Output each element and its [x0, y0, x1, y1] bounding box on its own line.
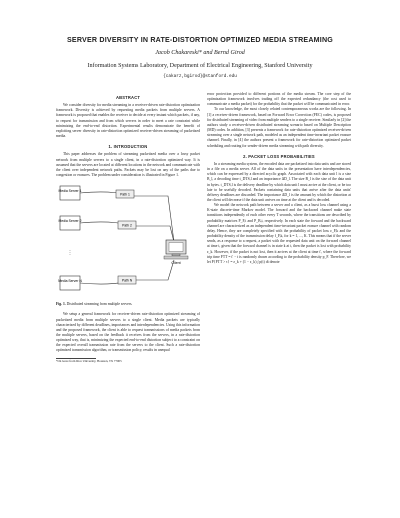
path-2-label: Path 2: [122, 223, 132, 228]
figure-caption-text: Distributed streaming from multiple servers.: [66, 302, 133, 307]
path-1-line: [80, 192, 174, 242]
packet-loss-heading: 2. PACKET LOSS PROBABILITIES: [243, 153, 315, 159]
figure-caption: [56, 302, 200, 307]
figure-caption-label: Fig. 1.: [56, 302, 66, 307]
media-server-n-label: Media Server N: [58, 279, 82, 284]
media-server-1-label: Media Server 1: [58, 189, 82, 194]
client-computer-icon: [164, 240, 188, 259]
client-label: Client: [171, 261, 181, 266]
intro-paragraph-1: This paper addresses the problem of streaming packetized media over a lossy packet network from multiple servers to a single client, in a rate-distortion optimized way. It is assumed that the servers are located at different locations in the network and communicate with the client over independent network paths. Packets may be lost on any of the paths due to congestion or erasures. The problem under consideration is illustrated in Figure 1.: [56, 152, 200, 178]
media-server-2: [59, 216, 82, 230]
right-column: [207, 92, 351, 265]
right-paragraph-3: In a streaming media system, the encoded data are packetized into data units and are stored in a file on a media server. All of the data units in the presentation have interdependencies, which can be expressed by a directed acyclic graph. Associated with each data unit l is a size B_l, a decoding time t_DTS,l and an importance ΔD_l. The size B_l is the size of the data unit in bytes. t_DTS,l is the delivery deadline by which data unit l must arrive at the client, or be too late to be usefully decoded. Packets containing data units that arrive after the data units' delivery deadlines are discarded. The importance ΔD_l is the amount by which the distortion at the client will decrease if the data unit arrives on time at the client and is decoded.: [207, 161, 351, 202]
media-server-2-label: Media Server 2: [58, 219, 82, 224]
paper-authors: Jacob Chakareski* and Bernd Girod: [155, 50, 245, 56]
left-column: [56, 92, 200, 363]
intro-paragraph-2: We setup a general framework for receiver-driven rate-distortion optimized streaming of packetized media from multiple servers to a single client. Media packets are typically characterized by different deadlines, importances and interdependencies. Using this information and the proposed framework, the client is able to request transmissions of media packets from the multiple servers, based on the feedback it receives from the servers, in a rate-distortion optimized way, that is, minimizing the expected end-to-end distortion subject to a constraint on the expected overall transmission rate from the servers to the client. Such a rate-distortion optimized transmission algorithm, or transmission policy, results in unequal: [56, 312, 200, 353]
right-paragraph-1: error protection provided to different portions of the media stream. The core step of the optimization framework involves trading off the expected redundancy (the cost used to communicate a media packet) for the probability that the packet will be communicated in error.: [207, 92, 351, 107]
footnote: *On leave from Rice University, Houston, TX 77005: [56, 358, 122, 363]
paper-affiliation: Information Systems Laboratory, Department of Electrical Engineering, Stanford University: [87, 63, 313, 69]
paper-emails: {cakarz,bgirod}@stanford.edu: [163, 74, 237, 79]
intro-heading: 1. INTRODUCTION: [108, 144, 148, 150]
figure-1: [56, 182, 200, 300]
figure-1-diagram: [56, 182, 200, 300]
path-n-label: Path N: [121, 278, 133, 283]
path-1-label: Path 1: [120, 192, 130, 197]
paper-title: SERVER DIVERSITY IN RATE-DISTORTION OPTIMIZED MEDIA STREAMING: [66, 36, 334, 44]
ellipsis-dots: ⋮: [67, 250, 73, 257]
right-paragraph-4: We model the network path between a server and a client, as a burst loss channel using a K-state discrete-time Markov model. The forward and the backward channel make state transitions independently of each other every T seconds, where the transitions are described by probability matrices P_F,i and P_B,i, respectively. In each state the forward and the backward channel are characterized as an independent time-invariant packet erasure channel with random delay. Hence, they are completely specified with the probability of packet loss ε_F,k and the probability density of the transmission delay f_F,k, for k = 1, ..., K. This means that if the server sends, as a response to a request, a packet with the requested data unit on the forward channel at time t, given that the forward channel is in state k at t, then the packet is lost with probability ε_k. However, if the packet is not lost, then it arrives at the client at time t', where the forward trip time FTT = t' − t is randomly drawn according to the probability density p_F. Therefore, we let P{FTT > τ} = ε_k + (1 − ε_k) ∫ p(t) dt denote: [207, 203, 352, 264]
abstract-heading: ABSTRACT: [115, 95, 141, 100]
media-server-n: [58, 276, 82, 290]
abstract-text: We consider diversity for media streaming in a receiver-driven rate-distortion optimization framework. Diversity is achieved by requesting media packets from multiple servers. A framework is proposed that enables the receiver to decide at every instant which packets, if any, to request for transmission and from which servers in order to meet a rate constraint while minimizing the end-to-end distortion. Experimental results demonstrate the benefit of exploiting server diversity in rate-distortion optimized receiver-driven streaming of packetized media.: [56, 103, 200, 139]
media-server-1: [59, 186, 82, 200]
right-paragraph-2: To our knowledge, the most closely related contemporaneous works are the following. In [1] a receiver-driven framework, based on Forward Error Correction (FEC) codes, is proposed for distributed streaming of video from multiple senders to a single receiver. Similarly in [2] the authors study a receiver-driven distributed streaming scenario based on Multiple Description (MD) codes. In addition, [3] presents a framework for rate-distortion optimized receiver-driven streaming over a single network path, modeled as an independent time-invariant packet erasure channel. Finally, in [4] the authors present a framework for rate-distortion optimized packet scheduling and routing for sender-driven media streaming with path diversity.: [207, 107, 351, 148]
